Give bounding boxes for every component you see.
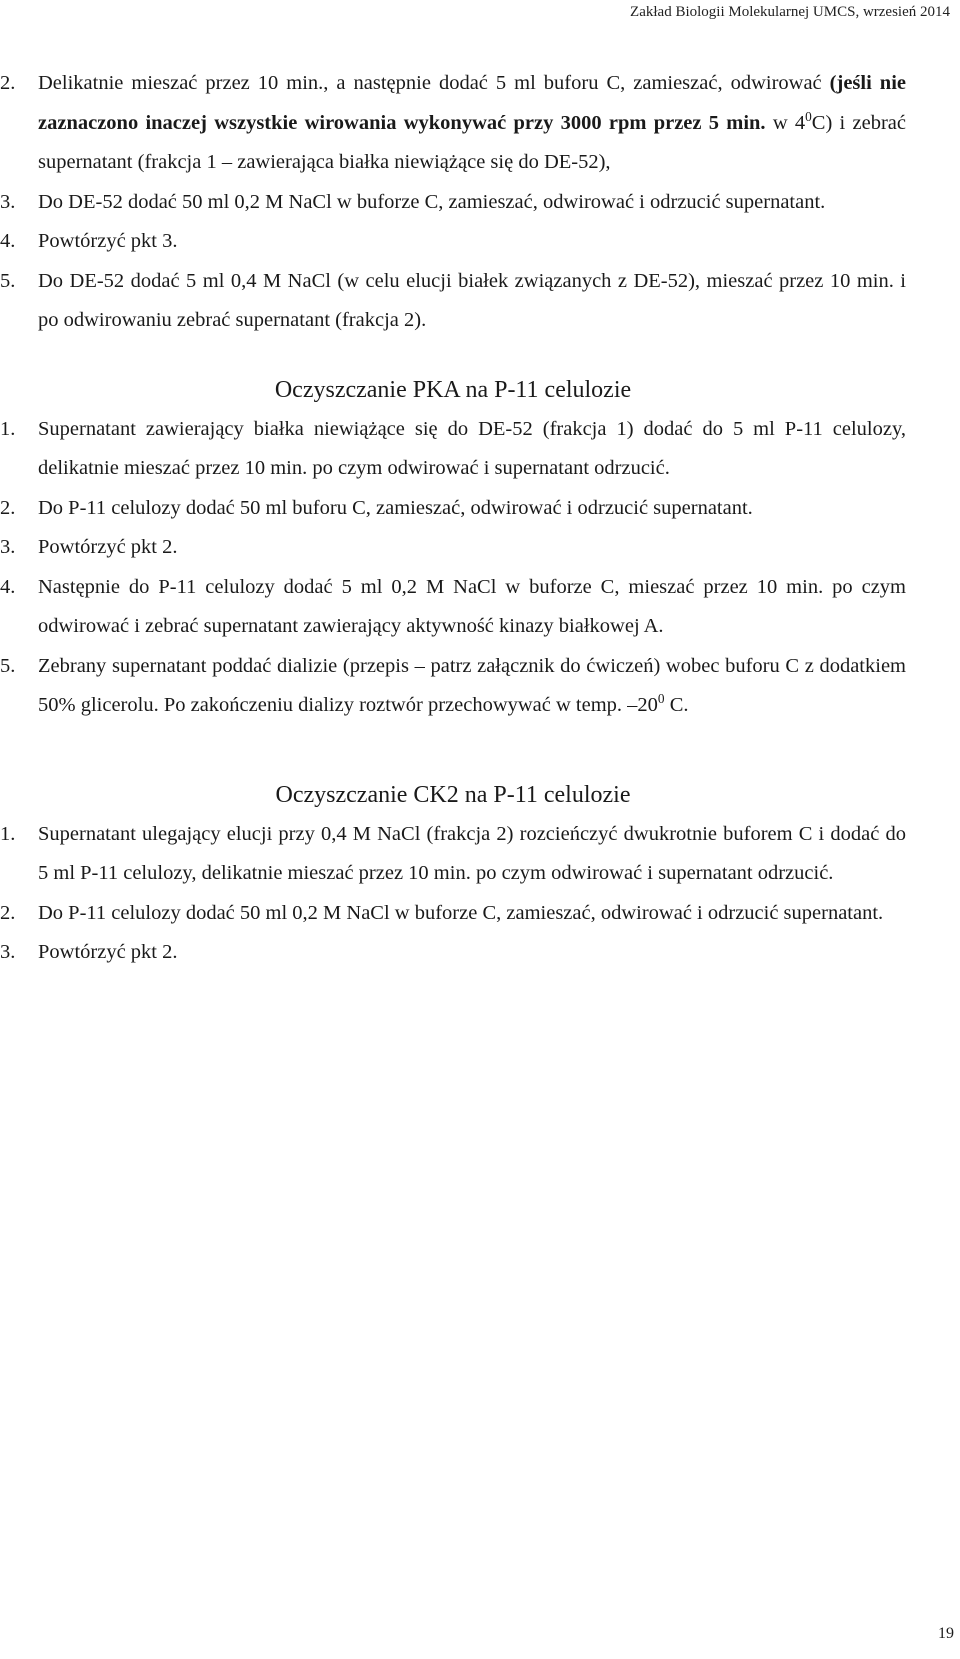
protocol-list-de52 [0, 64, 906, 341]
list-item-number: 3. [0, 536, 16, 558]
list-item-text: Zebrany supernatant poddać dializie (przepis – patrz załącznik do ćwiczeń) wobec buforu C z dodatkiem 50% glicerolu. Po zakończeniu dializy roztwór przechowywać w temp. –20 [38, 654, 906, 716]
list-item-text: Do P-11 celulozy dodać 50 ml 0,2 M NaCl w buforze C, zamieszać, odwirować i odrzucić supernatant. [38, 901, 884, 924]
list-item-text: Do P-11 celulozy dodać 50 ml buforu C, zamieszać, odwirować i odrzucić supernatant. [38, 496, 753, 519]
list-item-text: Powtórzyć pkt 3. [38, 230, 178, 252]
list-item-text: w 4 [765, 111, 806, 134]
list-item-text: Supernatant ulegający elucji przy 0,4 M NaCl (frakcja 2) rozcieńczyć dwukrotnie buforem C i dodać do 5 ml P-11 celulozy, delikatnie mieszać przez 10 min. po czym odwirować i supernatant odrzucić. [38, 822, 906, 884]
list-item-number: 4. [0, 575, 16, 598]
bold-note: (jeśli nie zaznaczono inaczej wszystkie wirowania wykonywać przy 3000 rpm przez 5 min. [38, 72, 906, 134]
list-item-text: Powtórzyć pkt 2. [38, 941, 178, 963]
list-item-number: 5. [0, 654, 16, 677]
list-item [0, 222, 906, 262]
list-item [0, 647, 906, 726]
list-item [0, 894, 906, 934]
list-item-number: 2. [0, 72, 16, 94]
list-item-text: C) i zebrać supernatant (frakcja 1 – zawierająca białka niewiążące się do DE-52), [38, 111, 906, 173]
list-item-number: 5. [0, 269, 16, 292]
list-item-number: 2. [0, 496, 16, 519]
list-item-text: Do DE-52 dodać 5 ml 0,4 M NaCl (w celu elucji białek związanych z DE-52), mieszać przez 10 min. i po odwirowaniu zebrać supernatant (frakcja 2). [38, 269, 906, 331]
list-item-number: 3. [0, 190, 16, 213]
protocol-list-pka [0, 410, 906, 726]
list-item [0, 528, 906, 568]
list-item-text: Następnie do P-11 celulozy dodać 5 ml 0,2 M NaCl w buforze C, mieszać przez 10 min. po czym odwirować i zebrać supernatant zawierający aktywność kinazy białkowej A. [38, 575, 906, 637]
list-item-number: 2. [0, 901, 16, 924]
list-item-text: Delikatnie mieszać przez 10 min., a następnie dodać 5 ml buforu C, zamieszać, odwirować [38, 72, 830, 94]
list-item-text: Do DE-52 dodać 50 ml 0,2 M NaCl w buforze C, zamieszać, odwirować i odrzucić supernatant. [38, 190, 826, 213]
list-item-text: Powtórzyć pkt 2. [38, 536, 178, 558]
section-title-ck2: Oczyszczanie CK2 na P-11 celulozie [275, 781, 631, 808]
list-item [0, 64, 906, 183]
list-item-number: 1. [0, 417, 16, 440]
list-item-number: 1. [0, 822, 16, 845]
page-header: Zakład Biologii Molekularnej UMCS, wrzesień 2014 [630, 4, 950, 20]
list-item-text: C. [664, 694, 689, 716]
list-item [0, 410, 906, 489]
superscript: 0 [657, 691, 665, 707]
list-item-number: 4. [0, 230, 16, 252]
section-title-pka: Oczyszczanie PKA na P-11 celulozie [274, 376, 632, 403]
superscript: 0 [805, 108, 812, 124]
list-item [0, 568, 906, 647]
document-body [0, 64, 906, 973]
list-item [0, 933, 906, 973]
list-item [0, 262, 906, 341]
list-item-text: Supernatant zawierający białka niewiążące się do DE-52 (frakcja 1) dodać do 5 ml P-11 celulozy, delikatnie mieszać przez 10 min. po czym odwirować i supernatant odrzucić. [38, 417, 906, 479]
list-item [0, 489, 906, 529]
protocol-list-ck2 [0, 815, 906, 973]
list-item [0, 183, 906, 223]
list-item-number: 3. [0, 941, 16, 963]
list-item [0, 815, 906, 894]
page-number: 19 [938, 1625, 954, 1642]
